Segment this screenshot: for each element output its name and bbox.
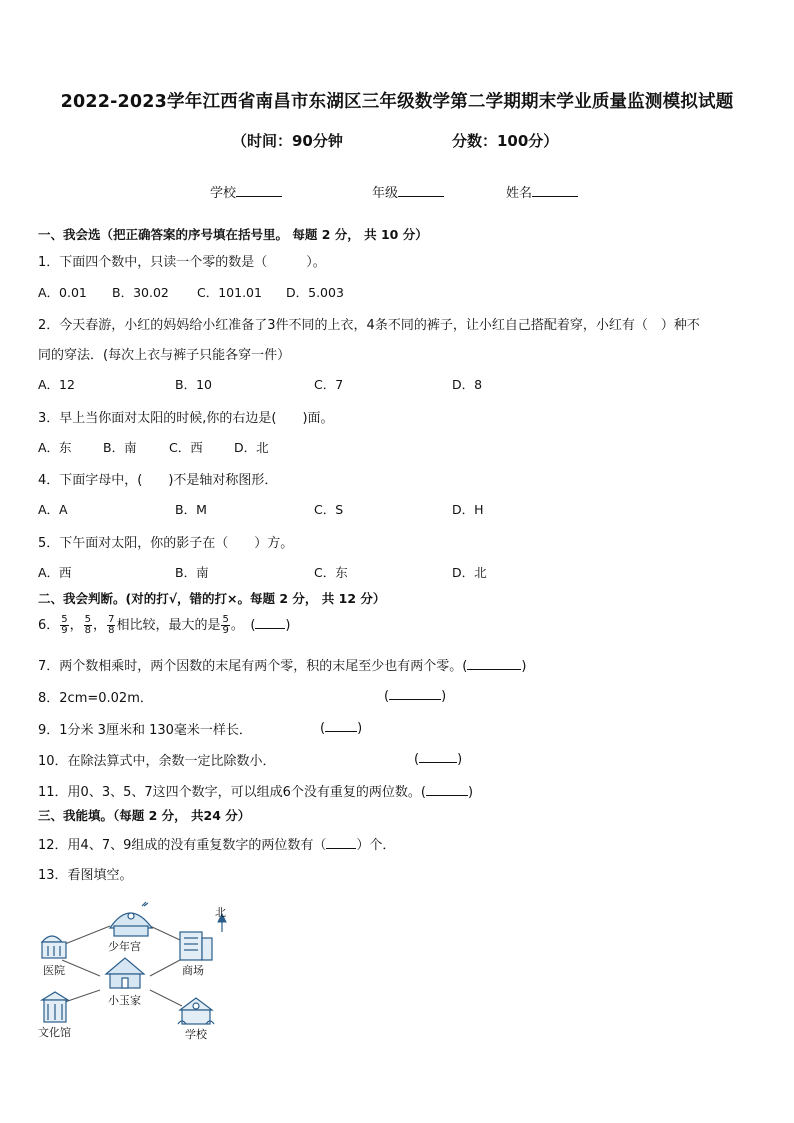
q6: 6． $\frac{5}{9}$ ， $\frac{5}{8}$ ， $\frac{7}{8}$ 相比较，最大的是 $\frac{5}{9}$ 。 ( ) xyxy=(38,614,291,636)
q2-option-c[interactable]: C．7 xyxy=(314,377,344,392)
q8-text: 8．2cm=0.02m． xyxy=(38,691,153,706)
home-label: 小玉家 xyxy=(108,994,141,1007)
mall-icon xyxy=(180,932,212,960)
q12-text: 12．用4、7、9组成的没有重复数字的两位数有（ xyxy=(38,838,327,853)
q1-option-d[interactable]: D．5.003 xyxy=(286,285,344,300)
school-label: 学校 xyxy=(210,186,237,201)
q5-option-c[interactable]: C．东 xyxy=(314,565,348,580)
q1-stem: 1．下面四个数中，只读一个零的数是（ ）。 xyxy=(38,255,326,270)
q7-close: ) xyxy=(521,659,527,674)
q4-option-c[interactable]: C．S xyxy=(314,502,344,517)
north-label: 北 xyxy=(215,906,226,919)
q5-stem: 5．下午面对太阳，你的影子在（ ）方。 xyxy=(38,536,294,551)
q1-option-b[interactable]: B．30.02 xyxy=(112,285,169,300)
q10-close: ) xyxy=(457,752,463,767)
culture-hall-icon xyxy=(42,992,68,1022)
q4-option-d[interactable]: D．H xyxy=(452,502,484,517)
q7-answer-blank[interactable] xyxy=(467,657,521,670)
hospital-label: 医院 xyxy=(43,964,65,977)
q11 xyxy=(38,781,473,800)
q1-option-c[interactable]: C．101.01 xyxy=(197,285,262,300)
q13-text: 13．看图填空。 xyxy=(38,868,133,883)
school-label-map: 学校 xyxy=(185,1028,207,1041)
q2-stem: 2．今天春游，小红的妈妈给小红准备了3件不同的上衣，4条不同的裤子，让小红自己搭配着穿，小红有（ ）种不 xyxy=(38,318,700,333)
q3-option-b[interactable]: B．南 xyxy=(103,440,137,455)
fraction-numerator: 7 xyxy=(108,614,115,625)
q2-option-b[interactable]: B．10 xyxy=(175,377,212,392)
q4-stem: 4．下面字母中，( )不是轴对称图形． xyxy=(38,473,278,488)
q2-option-d[interactable]: D．8 xyxy=(452,377,483,392)
q9-open: ( xyxy=(320,721,326,736)
fraction xyxy=(221,615,229,636)
fraction xyxy=(107,615,115,636)
q3-option-a[interactable]: A．东 xyxy=(38,440,72,455)
fraction-denominator: 9 xyxy=(222,625,229,636)
q12 xyxy=(38,834,395,853)
grade-field[interactable] xyxy=(372,182,444,201)
q11-answer-blank[interactable] xyxy=(426,783,468,796)
q9-answer xyxy=(320,719,362,736)
q7 xyxy=(38,655,526,674)
q9-close: ) xyxy=(357,721,363,736)
youth-palace-icon xyxy=(110,902,152,936)
fraction-numerator: 5 xyxy=(222,614,229,625)
q12-end: ）个． xyxy=(356,838,396,853)
exam-score: 分数：100分） xyxy=(452,132,559,150)
q6-close: ) xyxy=(285,618,291,633)
exam-time: （时间：90分钟 xyxy=(232,132,343,150)
q6-end: 。 ( xyxy=(230,618,256,633)
map-figure xyxy=(30,898,240,1048)
section2-heading: 二、我会判断。(对的打√，错的打×。每题 2 分， 共 12 分） xyxy=(38,591,386,606)
q4-option-a[interactable]: A．A xyxy=(38,502,68,517)
q5-option-b[interactable]: B．南 xyxy=(175,565,209,580)
q3-option-c[interactable]: C．西 xyxy=(169,440,203,455)
school-icon xyxy=(178,998,214,1024)
q3-stem: 3．早上当你面对太阳的时候,你的右边是( )面。 xyxy=(38,411,334,426)
q6-mid: 相比较，最大的是 xyxy=(116,618,221,633)
q12-answer-blank[interactable] xyxy=(326,836,356,849)
fraction xyxy=(60,615,68,636)
name-blank[interactable] xyxy=(532,185,578,197)
q9-text: 9．1分米 3厘米和 130毫米一样长． xyxy=(38,723,252,738)
grade-label: 年级 xyxy=(372,186,399,201)
q5-option-a[interactable]: A．西 xyxy=(38,565,72,580)
hospital-icon xyxy=(42,936,66,958)
fraction-denominator: 8 xyxy=(84,625,92,636)
q8-answer-blank[interactable] xyxy=(389,687,441,700)
fraction xyxy=(84,615,92,636)
fraction-numerator: 5 xyxy=(61,614,68,625)
fraction-numerator: 5 xyxy=(84,614,92,625)
q10-answer xyxy=(414,750,462,767)
school-blank[interactable] xyxy=(236,185,282,197)
q11-close: ) xyxy=(467,785,474,800)
fraction-denominator: 8 xyxy=(108,625,115,636)
q2-stem-cont: 同的穿法．(每次上衣与裤子只能各穿一件） xyxy=(38,348,291,363)
name-field[interactable] xyxy=(506,182,578,201)
q10-open: ( xyxy=(414,752,420,767)
youth-palace-label: 少年宫 xyxy=(108,940,141,953)
q11-text: 11．用0、3、5、7这四个数字，可以组成6个没有重复的两位数。( xyxy=(38,785,426,800)
q6-answer-blank[interactable] xyxy=(255,616,285,629)
q4-option-b[interactable]: B．M xyxy=(175,502,207,517)
q2-option-a[interactable]: A．12 xyxy=(38,377,75,392)
q6-prefix: 6． xyxy=(38,618,60,633)
grade-blank[interactable] xyxy=(398,185,444,197)
page-title: 2022-2023学年江西省南昌市东湖区三年级数学第二学期期末学业质量监测模拟试题 xyxy=(60,92,734,112)
mall-label: 商场 xyxy=(182,964,204,977)
home-icon xyxy=(106,958,144,988)
q1-option-a[interactable]: A．0.01 xyxy=(38,285,87,300)
q10-text: 10．在除法算式中，余数一定比除数小． xyxy=(38,754,276,769)
q3-option-d[interactable]: D．北 xyxy=(234,440,269,455)
section1-heading: 一、我会选（把正确答案的序号填在括号里。 每题 2 分， 共 10 分） xyxy=(38,227,428,242)
fraction-denominator: 9 xyxy=(61,625,68,636)
q10-answer-blank[interactable] xyxy=(419,750,457,763)
school-field[interactable] xyxy=(210,182,282,201)
section3-heading: 三、我能填。（每题 2 分， 共24 分） xyxy=(38,808,251,823)
name-label: 姓名 xyxy=(506,186,533,201)
q9-answer-blank[interactable] xyxy=(325,719,357,732)
q5-option-d[interactable]: D．北 xyxy=(452,565,487,580)
culture-hall-label: 文化馆 xyxy=(38,1026,71,1039)
q8-open: ( xyxy=(384,689,390,704)
q8-answer xyxy=(384,687,446,704)
q8-close: ) xyxy=(441,689,447,704)
q7-text: 7．两个数相乘时，两个因数的末尾有两个零，积的末尾至少也有两个零。( xyxy=(38,659,468,674)
